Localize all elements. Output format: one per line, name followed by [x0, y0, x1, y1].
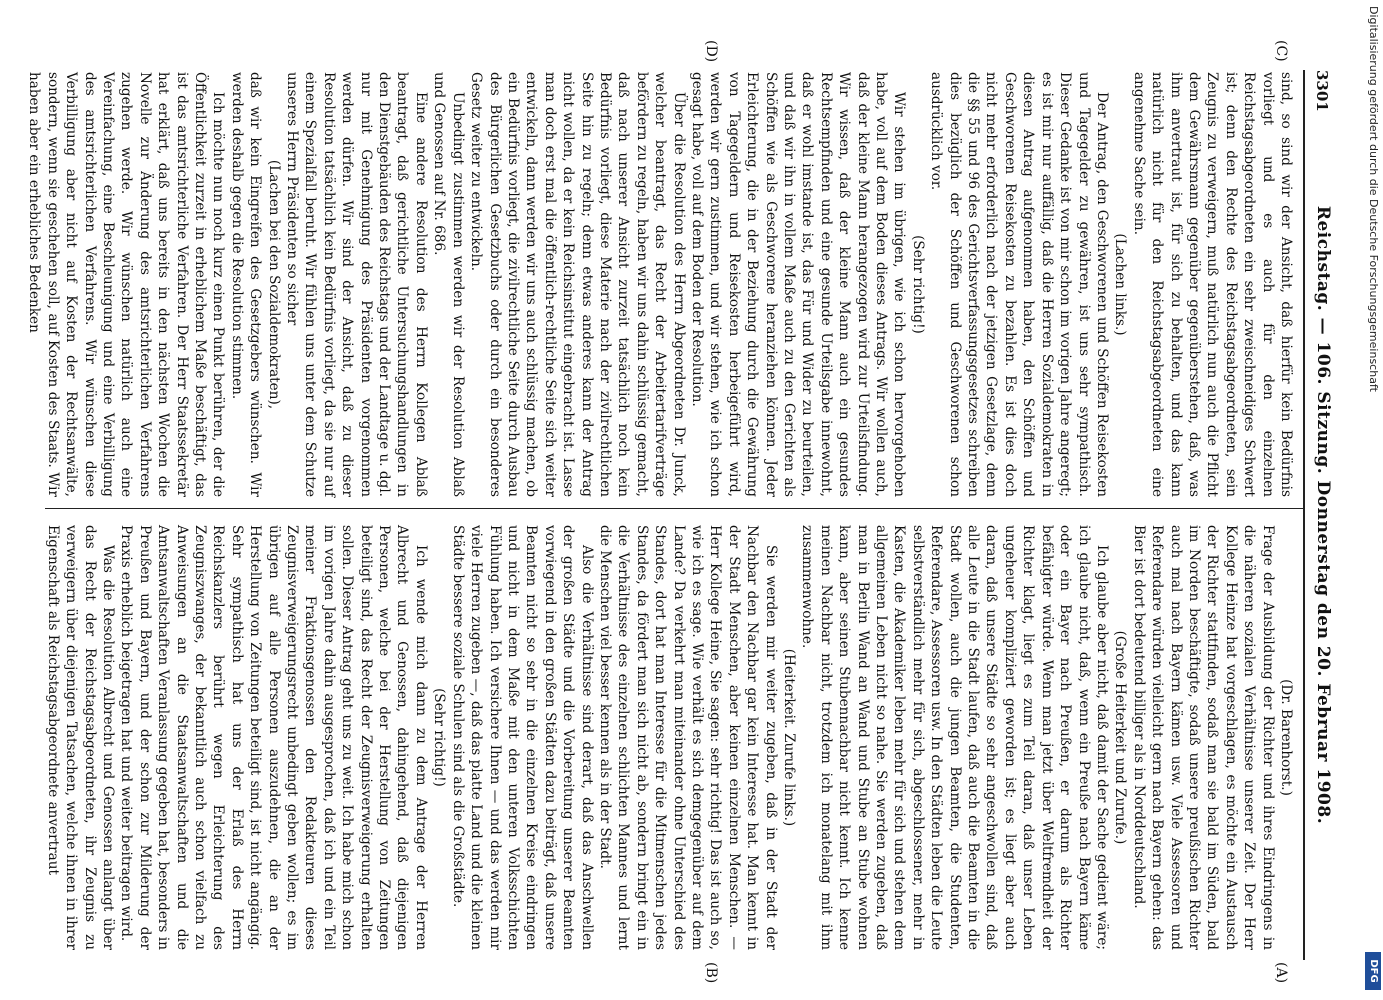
text-column-left	[44, 525, 1295, 950]
margin-mark-a: (A)	[1273, 962, 1289, 984]
digitization-credit	[1361, 0, 1383, 1000]
page-number: 3301	[1313, 70, 1331, 112]
margin-mark-d: (D)	[703, 40, 719, 63]
text-column-right	[26, 72, 1295, 497]
paragraph: sind, so sind wir der Ansicht, daß hierfür kein Bedürfnis vorliegt und es auch für den einzelnen Reichstagsabgeordneten ein sehr zweischneidiges Schwert ist; denn den Rechte des Reichstagsabgeordneten, sein Zeugnis zu verweigern, muß natürlich nun auch die Pflicht dem Gewährsmann gegenüber gegenüberstehen, daß, was ihm anvertraut ist, für sich zu behalten, und das kann natürlich nicht für den Reichstagsabgeordneten eine angenehme Sache sein.	[1130, 72, 1294, 497]
margin-mark-b: (B)	[703, 962, 719, 984]
dfg-logo: DFG	[1365, 952, 1381, 990]
paragraph: Ich glaube aber nicht, daß damit der Sache gedient wäre; ich glaube nicht, daß, wenn ein Preuße nach Bayern käme oder ein Bayer nach Preußen, er darum als Richter befähigter würde. Wenn man jetzt über Weltfremdheit der Richter klagt, liegt es zum Teil daran, daß unser Leben ungeheuer kompliziert geworden ist; es liegt aber auch daran, daß unsere Städte so sehr angeschwollen sind, daß alle Leute in die Stadt laufen, daß auch die Beamten in die Stadt wollen, auch die jungen Beamten, die Studenten, Referendare, Assessoren usw. In den Städten leben die Leute selbstverständlich mehr für sich, abgeschlossener, mehr in Kasten, die Akademiker leben mehr für sich und stehen dem allgemeinen Leben nicht so nahe. Sie werden zugeben, daß man in Berlin Wand an Wand und Stube an Stube wohnen kann, aber seinen Stubennachbar nicht kennt. Ich kenne meinen Nachbar nicht, trotzdem ich monatelang mit ihm zusammenwohne.	[799, 525, 1110, 950]
header-rule	[1303, 70, 1305, 960]
paragraph: Unbedingt zustimmen werden wir der Resolution Ablaß und Genossen auf Nr. 686.	[431, 72, 466, 497]
interjection: (Heiterkeit. Zurufe links.)	[781, 648, 798, 827]
paragraph: Eine andere Resolution des Herrn Kollegen Ablaß beantragt, daß gerichtliche Untersuchungshandlungen in den Dienstgebäuden des Reichstags und der Landtage u. dgl. nur mit Genehmigung des Präsidenten vorgenommen werden dürfen. Wir sind der Ansicht, daß zu dieser Resolution tatsächlich kein Bedürfnis vorliegt, da sie nur auf einem Spezialfall beruht. Wir fühlen uns unter dem Schutze unseres Herrn Präsidenten so sicher	[284, 72, 429, 497]
paragraph: Also die Verhältnisse sind derart, daß das Anschwellen der großen Städte und die Vorbereitung unserer Beamten vorwiegend in den großen Städten dazu beiträgt, daß unsere Beamten nicht so sehr in die einzelnen Kreise eindringen und nicht in dem Maße mit den unteren Volksschichten Fühlung haben. Ich versichere Ihnen — und das werden mir viele Herren zugeben —, daß das platte Land und die kleinen Städte bessere soziale Schulen sind als die Großstädte.	[449, 525, 595, 950]
credit-text: Digitalisierung gefördert durch die Deutsche Forschungsgemeinschaft	[1367, 6, 1380, 392]
interjection: (Sehr richtig!)	[909, 235, 926, 334]
paragraph: Ich möchte nun noch kurz einen Punkt berühren, der die Öffentlichkeit zurzeit in erheblichem Maße beschäftigt, das ist das amtsrichterliche Verfahren. Der Herr Staatssekretär hat erklärt, daß uns bereits in den nächsten Wochen die Novelle zur Änderung des amtsrichterlichen Verfahrens zugehen werde. Wir wünschen natürlich auch eine Vereinfachung, eine Beschleunigung und eine Verbilligung des amtsrichterlichen Verfahrens. Wir wünschen diese Verbilligung aber nicht auf Kosten der Rechtsanwälte, sondern, wenn sie geschehen soll, auf Kosten des Staats. Wir haben aber ein erhebliches Bedenken	[26, 72, 227, 497]
column-divider	[45, 508, 1305, 509]
speaker-label: (Dr. Barenhorst.)	[1278, 679, 1294, 796]
paragraph: Ich wende mich dann zu dem Antrage der Herren Albrecht und Genossen, dahingehend, daß diejenigen Personen, welche bei der Herstellung von Zeitungen beteiligt sind, das Recht der Zeugnisverweigerung erhalten sollen. Dieser Antrag geht uns zu weit. Ich habe mich schon im vorigen Jahre dahin ausgesprochen, daß ich und ein Teil meiner Fraktionsgenossen den Redakteuren dieses Zeugnisverweigerungsrecht unbedingt geben wollen; es im übrigen auf alle Personen auszudehnen, die an der Herstellung von Zeitungen beteiligt sind, ist nicht angängig. Sehr sympathisch hat uns der Erlaß des Herrn Reichskanzlers berührt wegen Erleichterung des Zeugniszwanges, der bekanntlich auch schon vielfach zu Anweisungen an die Staatsanwaltschaften und die Amtsanwaltschaften Veranlassung gegeben hat, besonders in Preußen und Bayern, und der schon zur Milderung der Praxis erheblich beigetragen hat und weiter beitragen wird.	[118, 525, 429, 950]
page-header	[1307, 70, 1335, 960]
paragraph: Über die Resolution des Herrn Abgeordneten Dr. Junck, welcher beantragt, das Recht der Arbeitertarifverträge befördern zu regeln, haben wir uns dahin schlüssig gemacht, daß nach unserer Ansicht zurzeit tatsächlich noch kein Bedürfnis vorliegt, diese Materie nach der zivilrechtlichen Seite hin zu regeln; denn etwas anderes kann der Antrag nicht wollen, da er kein Reichsinstitut eingebracht ist. Lasse man doch erst mal die öffentlich-rechtliche Seite sich weiter entwickeln, dann werden wir uns auch schlüssig machen, ob ein Bedürfnis vorliegt, die zivilrechtliche Seite durch Ausbau des Bürgerlichen Gesetzbuchs oder durch ein besonderes Gesetz weiter zu entwickeln.	[468, 72, 687, 497]
margin-mark-c: (C)	[1273, 40, 1289, 62]
paragraph: Was die Resolution Albrecht und Genossen anlangt über das Recht der Reichstagsabgeordneten, ihr Zeugnis zu verweigern über diejenigen Tatsachen, welche ihnen in ihrer Eigenschaft als Reichstagsabgeordnete anvertraut	[44, 525, 116, 950]
running-head: Reichstag. — 106. Sitzung. Donnerstag den 20. Februar 1908.	[1313, 205, 1333, 825]
interjection: (Sehr richtig!)	[431, 688, 448, 787]
interjection: (Große Heiterkeit und Zurufe.)	[1112, 630, 1129, 845]
paragraph: Der Antrag, den Geschworenen und Schöffen Reisekosten und Tagegelder zu gewähren, ist uns sehr sympathisch. Dieser Gedanke ist von mir schon im vorigen Jahre angeregt; es ist mir nur auffällig, daß die Herren Sozialdemokraten in diesen Antrag aufgenommen haben, den Schöffen und Geschworenen Reisekosten zu bezahlen. Es ist dies doch nicht mehr erforderlich nach der jetzigen Gesetzlage, denn die §§ 55 und 96 des Gerichtsverfassungsgesetzes schreiben dies bezüglich der Schöffen und Geschworenen schon ausdrücklich vor.	[928, 72, 1110, 497]
paragraph: Wir stehen im übrigen, wie ich schon hervorgehoben habe, voll auf dem Boden dieses Antrags. Wir wollen auch, daß der kleine Mann herangezogen wird zur Urteilsfindung. Wir wissen, daß der kleine Mann auch ein gesundes Rechtsempfinden und eine gesunde Urteilsgabe innewohnt, daß er wohl imstande ist, das Für und Wider zu beurteilen, und daß wir ihn in vollem Maße auch zu den Gerichten als Schöffen wie als Geschworene heranziehen können. Jeder Erleichterung, die in der Beziehung durch die Gewährung von Tagegeldern und Reisekosten herbeigeführt wird, werden wir gern zustimmen, und wir stehen, wie ich schon gesagt habe, voll auf dem Boden der Resolution.	[689, 72, 908, 497]
paragraph: daß wir kein Eingreifen des Gesetzgebers wünschen. Wir werden deshalb gegen die Resolution stimmen.	[228, 72, 264, 497]
paragraph: Frage der Ausbildung der Richter und ihres Eindringens in die näheren sozialen Verhältnisse unserer Zeit. Der Herr Kollege Heinze hat vorgeschlagen, es möchte ein Austausch der Richter stattfinden, sodaß man sie bald im Süden, bald im Norden beschäftigte, sodaß unsere preußischen Richter auch mal nach Bayern kämen usw. Viele Assessoren und Referendare würden vielleicht gern nach Bayern gehen: das Bier ist dort bedeutend billiger als in Norddeutschland.	[1130, 525, 1276, 950]
interjection: (Lachen links.)	[1112, 233, 1129, 336]
interjection: (Lachen bei den Sozialdemokraten),	[265, 159, 282, 410]
paragraph: Sie werden mir weiter zugeben, daß in der Stadt der Nachbar den Nachbar gar kein Interesse hat. Man kennt in der Stadt Menschen, aber keinen einzelnen Menschen. — Herr Kollege Heine, Sie sagen: sehr richtig! Das ist auch so, wie ich es sage. Wie verhält es sich demgegenüber auf dem Lande? Da verkehrt man miteinander ohne Unterschied des Standes, dort hat man Interesse für die Mitmenschen jedes Standes, da fördert man sich nicht ab, sondern bringt ein in die Verhältnisse des einzelnen schlichten Mannes und lernt die Menschen viel besser kennen als in der Stadt.	[596, 525, 779, 950]
